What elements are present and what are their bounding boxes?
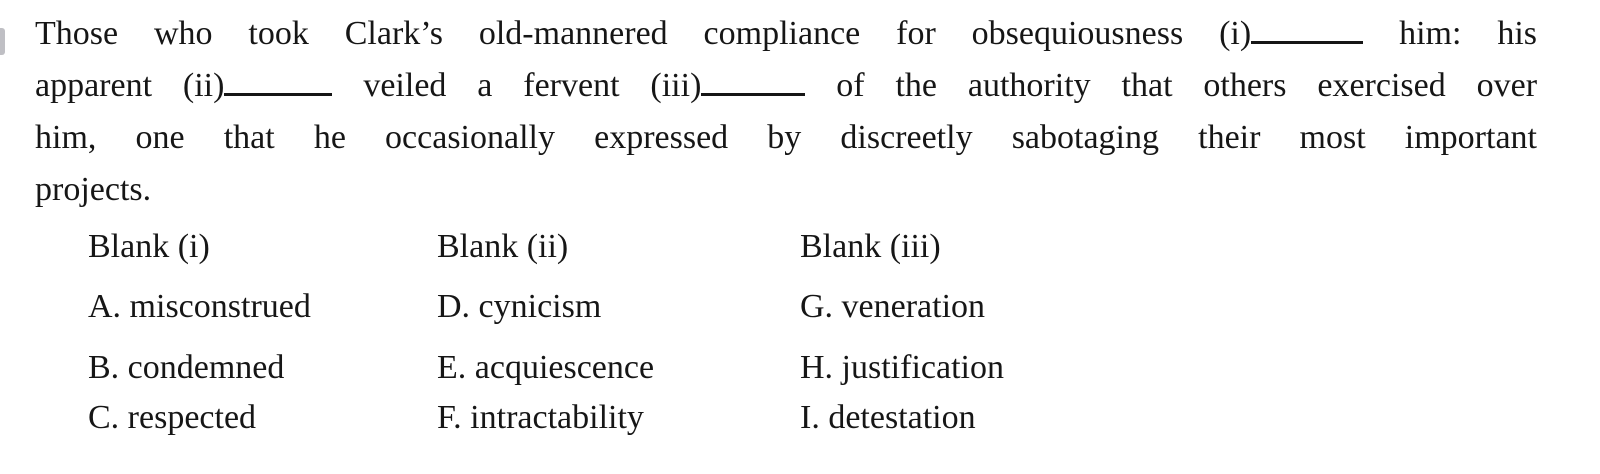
- blank-ii-header: Blank (ii): [437, 228, 569, 265]
- option-e[interactable]: E. acquiescence: [437, 349, 655, 386]
- stem-text: projects.: [35, 171, 152, 208]
- option-h[interactable]: H. justification: [800, 349, 1004, 386]
- option-d[interactable]: D. cynicism: [437, 288, 602, 325]
- option-i[interactable]: I. detestation: [800, 399, 976, 436]
- blank-i-underline: [1251, 41, 1363, 44]
- blank-iii-underline: [701, 93, 805, 96]
- option-b[interactable]: B. condemned: [88, 349, 285, 386]
- stem-text: him, one that he occasionally expressed by discreetly sabotaging their most important: [35, 119, 1537, 156]
- stem-line-4: [35, 164, 1537, 216]
- blank-i-header: Blank (i): [88, 228, 210, 265]
- blank-iii-header: Blank (iii): [800, 228, 941, 265]
- stem-line-2: [35, 60, 1537, 112]
- blank-iii-column: [800, 230, 1600, 435]
- answer-choice-table: [0, 230, 1600, 435]
- option-c[interactable]: C. respected: [88, 399, 257, 436]
- option-g[interactable]: G. veneration: [800, 288, 986, 325]
- stem-text: Those who took Clark’s old-mannered compliance for obsequiousness (i): [35, 15, 1252, 52]
- blank-ii-underline: [224, 93, 332, 96]
- blank-ii-column: [437, 230, 800, 435]
- stem-line-3: [35, 112, 1537, 164]
- question-number-fragment: [0, 28, 5, 55]
- stem-text: of the authority that others exercised over: [805, 67, 1538, 104]
- stem-text: veiled a fervent (iii): [332, 67, 702, 104]
- question-stem: [0, 0, 1600, 216]
- blank-i-column: [88, 230, 437, 435]
- option-f[interactable]: F. intractability: [437, 399, 644, 436]
- option-a[interactable]: A. misconstrued: [88, 288, 311, 325]
- stem-text: him: his: [1363, 15, 1537, 52]
- stem-line-1: [35, 8, 1537, 60]
- stem-text: apparent (ii): [35, 67, 225, 104]
